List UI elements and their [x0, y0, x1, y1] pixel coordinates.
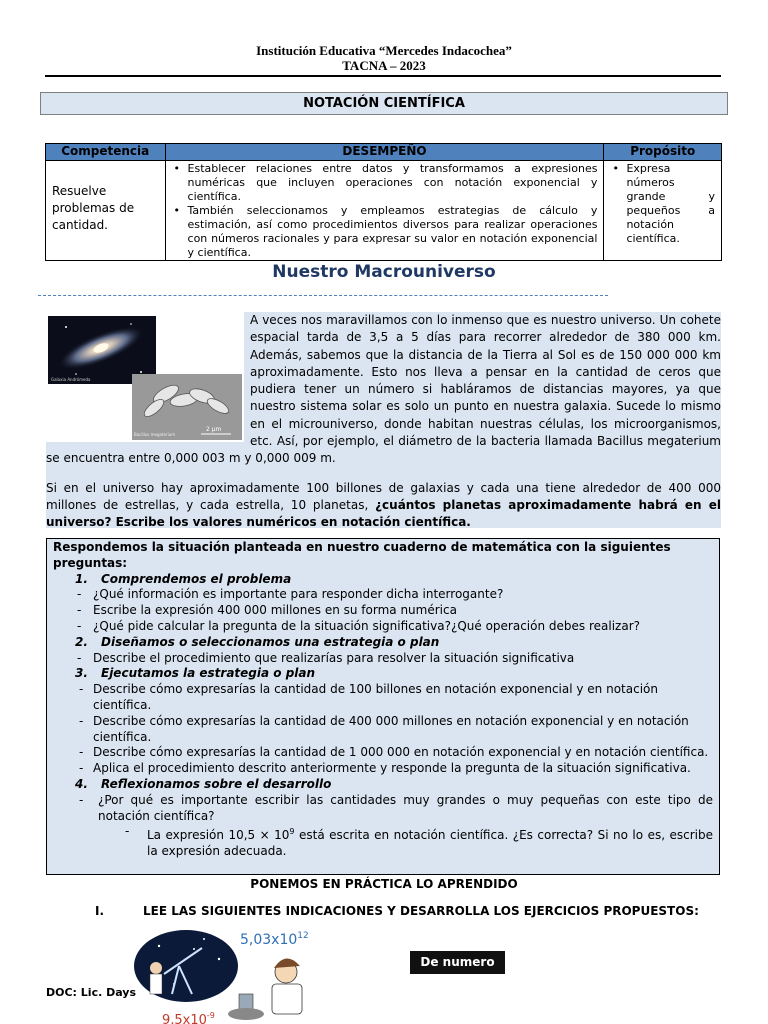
- expression-question: está escrita en notación científica. ¿Es correcta? Si no lo es, escribe la expresión adecuada.: [147, 828, 713, 859]
- expression-small: [162, 1011, 215, 1024]
- step-number: 4.: [75, 776, 88, 791]
- practice-title: PONEMOS EN PRÁCTICA LO APRENDIDO: [250, 877, 518, 891]
- de-numero-button[interactable]: De numero: [410, 951, 505, 974]
- competencia-cell: Resuelve problemas de cantidad.: [46, 161, 166, 261]
- desempeno-item: • Establecer relaciones entre datos y transformamos a expresiones numéricas que incluyen operaciones con notación exponencial y científica.: [188, 162, 598, 204]
- doc-label: DOC: Lic. Days: [46, 986, 137, 999]
- page-title: NOTACIÓN CIENTÍFICA: [40, 92, 728, 115]
- school-name: Institución Educativa “Mercedes Indacochea”: [256, 43, 512, 58]
- instruction-text: LEE LAS SIGUIENTES INDICACIONES Y DESARROLLA LOS EJERCICIOS PROPUESTOS:: [143, 904, 699, 918]
- step-number: 1.: [75, 571, 88, 586]
- photo-collage: [46, 312, 244, 442]
- step-3-item: - Describe cómo expresarías la cantidad de 400 000 millones en notación exponencial y en notación científica.: [53, 714, 713, 746]
- header-divider: [45, 75, 721, 77]
- story-box: [46, 312, 721, 528]
- questions-box: [46, 538, 720, 875]
- col-header-desempeno: DESEMPEÑO: [165, 144, 604, 161]
- step-1-item: - ¿Qué información es importante para responder dicha interrogante?: [53, 587, 713, 603]
- desempeno-cell: [165, 161, 604, 261]
- story-paragraph-2: [46, 480, 721, 532]
- step-4-item: - ¿Por qué es importante escribir las cantidades muy grandes o muy pequeñas con este tipo de notación científica?: [53, 793, 713, 825]
- scale-label: 2 µm: [206, 426, 222, 433]
- step-3-item: - Aplica el procedimiento descrito anteriormente y responde la pregunta de la situación significativa.: [53, 761, 713, 777]
- story-text: Si en el universo hay aproximadamente 100 billones de galaxias y cada una tiene alrededor de 400 000 millones de estrellas, y cada estrella, 10 planetas,: [46, 480, 721, 512]
- expression-small-exponent: -9: [206, 1011, 215, 1020]
- step-number: 2.: [75, 634, 88, 649]
- step-1-heading: [75, 572, 713, 588]
- step-4-subitem: [53, 824, 713, 860]
- section-title: Nuestro Macrouniverso: [272, 262, 496, 282]
- expression-large-base: 5,03x10: [240, 932, 298, 948]
- step-4-heading: [75, 777, 713, 793]
- step-2-item: - Describe el procedimiento que realizarías para resolver la situación significativa: [53, 651, 713, 667]
- step-3-item: - Describe cómo expresarías la cantidad de 100 billones en notación exponencial y en notación científica.: [53, 682, 713, 714]
- galaxy-bacteria-image: [46, 312, 244, 442]
- instruction: [95, 904, 699, 918]
- step-title: Reflexionamos sobre el desarrollo: [101, 776, 332, 791]
- story-paragraph-1: A veces nos maravillamos con lo inmenso que es nuestro universo. Un cohete espacial tarda de 3,5 a 5 días para recorrer alrededor de 380 000 km. Además, sabemos que la distancia de la Tierra al Sol es de 150 000 000 km aproximadamente. Esto nos lleva a pensar en la cantidad de ceros que pudiera tener un número si habláramos de distancias mayores, ya que nuestro sistema solar es solo un punto en nuestra galaxia. Sucede lo mismo en el microuniverso, donde habitan nuestras células, los microorganismos, etc. Así, por ejemplo, el diámetro de la bacteria llamada Bacillus megaterium se encuentra entre 0,000 003 m y 0,000 009 m.: [46, 313, 721, 466]
- expression-text: La expresión 10,5 × 10: [147, 828, 290, 843]
- galaxy-caption: Galaxia Andrómeda: [51, 377, 91, 382]
- step-3-heading: [75, 666, 713, 682]
- expression-large-exponent: 12: [297, 931, 309, 941]
- step-title: Comprendemos el problema: [101, 571, 292, 586]
- expression-small-base: 9,5x10: [162, 1013, 207, 1024]
- instruction-number: I.: [95, 904, 105, 918]
- proposito-item: • Expresa números grande y pequeños a notación científica.: [626, 162, 715, 246]
- step-1-item: - ¿Qué pide calcular la pregunta de la situación significativa?¿Qué operación debes realizar?: [53, 619, 713, 635]
- step-title: Diseñamos o seleccionamos una estrategia o plan: [101, 634, 440, 649]
- proposito-cell: [604, 161, 722, 261]
- col-header-proposito: Propósito: [604, 144, 722, 161]
- step-2-heading: [75, 635, 713, 651]
- expression-large: [240, 931, 309, 948]
- step-3-item: - Describe cómo expresarías la cantidad de 1 000 000 en notación exponencial y en notación científica.: [53, 745, 713, 761]
- step-number: 3.: [75, 666, 88, 681]
- expression-exponent: 9: [289, 827, 295, 837]
- scientist-illustration: [134, 924, 334, 1024]
- competency-table: [45, 143, 722, 261]
- desempeno-item: • También seleccionamos y empleamos estrategias de cálculo y estimación, así como procedimientos diversos para realizar operaciones con números racionales y para expresar su valor en notación exponencial y científica.: [188, 204, 598, 260]
- school-city: TACNA – 2023: [342, 58, 426, 73]
- story-question: ¿cuántos planetas aproximadamente habrá en el universo? Escribe los valores numéricos en notación científica.: [46, 497, 721, 530]
- step-title: Ejecutamos la estrategia o plan: [101, 666, 316, 681]
- questions-intro: Respondemos la situación planteada en nuestro cuaderno de matemática con la siguientes preguntas:: [53, 540, 671, 570]
- step-1-item: - Escribe la expresión 400 000 millones en su forma numérica: [53, 603, 713, 619]
- col-header-competencia: Competencia: [46, 144, 166, 161]
- bacteria-caption: Bacillus megaterium: [134, 432, 176, 437]
- section-divider: [38, 295, 608, 296]
